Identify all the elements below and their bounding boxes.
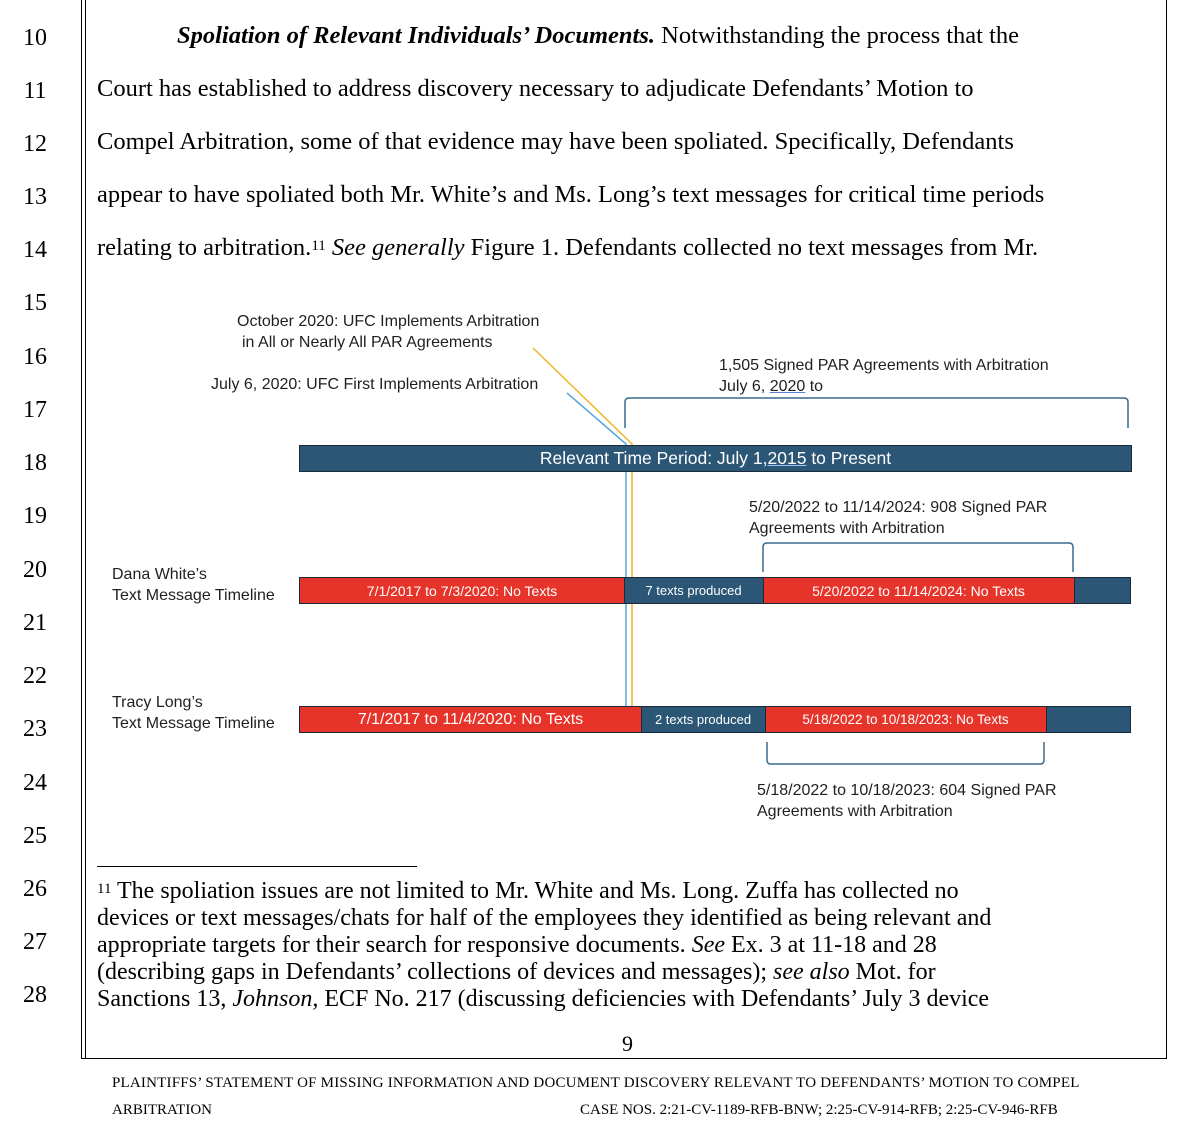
white-no-texts-segment-2: 5/20/2022 to 11/14/2024: No Texts [763,578,1074,603]
section-heading: Spoliation of Relevant Individuals’ Documents. [177,22,656,49]
footer-case-numbers: CASE NOS. 2:21-CV-1189-RFB-BNW; 2:25-CV-914-RFB; 2:25-CV-946-RFB [580,1102,1058,1118]
footnote-text: Sanctions 13, [97,986,233,1012]
segment-divider [641,707,642,732]
july-2020-label: July 6, 2020: UFC First Implements Arbitration [211,376,539,393]
segment-divider [1074,578,1075,603]
left-margin-rule-inner [85,0,86,1058]
white-timeline-label: Dana White’s [112,566,207,583]
long-604-label-2: Agreements with Arbitration [757,803,953,820]
line-number: 11 [23,78,47,104]
long-tail-segment [1046,707,1130,732]
footer-rule [81,1058,1167,1059]
body-text: relating to arbitration. [97,234,312,261]
segment-divider [624,578,625,603]
footnote-text: appropriate targets for their search for responsive documents. [97,932,692,958]
long-timeline-label-2: Text Message Timeline [112,715,275,732]
footnote-line-4 [97,959,936,986]
body-text: Figure 1. Defendants collected no text messages from Mr. [464,234,1039,261]
right-margin-rule [1166,0,1167,1058]
line-number: 23 [23,716,47,742]
white-no-texts-segment-1: 7/1/2017 to 7/3/2020: No Texts [300,578,624,603]
body-text-italic: See generally [325,234,465,261]
footnote-text: Ex. 3 at 11-18 and 28 [725,932,937,958]
line-number: 22 [23,663,47,689]
line-number: 24 [23,770,47,796]
line-number: 18 [23,450,47,476]
bar-label: to Present [806,448,892,468]
long-timeline-bar [299,706,1131,733]
footnote-text-italic: Johnson, [232,986,319,1012]
long-timeline-label: Tracy Long’s [112,694,203,711]
white-timeline-bar [299,577,1131,604]
footnote-line-5 [97,986,989,1013]
october-2020-marker-line [533,348,632,706]
line-number: 19 [23,503,47,529]
line-number: 25 [23,823,47,849]
label-part-underlined: 2020 [769,378,806,395]
signed-1505-label-2 [719,376,823,397]
footer-caption: PLAINTIFFS’ STATEMENT OF MISSING INFORMATION AND DOCUMENT DISCOVERY RELEVANT TO DEFENDANTS’ MOTION TO COMPEL [112,1075,1080,1091]
line-number: 12 [23,131,47,157]
brace-1505-agreements [625,398,1128,428]
body-line-13: appear to have spoliated both Mr. White’s and Ms. Long’s text messages for critical time periods [97,181,1045,208]
line-number: 17 [23,397,47,423]
line-number: 21 [23,610,47,636]
line-number: 15 [23,290,47,316]
footnote-line-3 [97,932,937,959]
body-text: Notwithstanding the process that the [655,22,1020,49]
brace-white-908-agreements [763,543,1073,572]
label-part: July 6, [719,378,770,395]
line-number: 16 [23,344,47,370]
white-texts-produced-segment: 7 texts produced [624,578,763,603]
white-908-label: 5/20/2022 to 11/14/2024: 908 Signed PAR [749,499,1048,516]
footnote-text: ECF No. 217 (discussing deficiencies with Defendants’ July 3 device [318,986,990,1012]
footnote-text-italic: see also [773,959,850,985]
footnote-text: Mot. for [849,959,936,985]
line-number: 10 [23,25,47,51]
footnote-text: The spoliation issues are not limited to Mr. White and Ms. Long. Zuffa has collected no [111,878,959,904]
line-number: 28 [23,982,47,1008]
footnote-line-1 [97,878,959,905]
line-number: 14 [23,237,47,263]
long-604-label: 5/18/2022 to 10/18/2023: 604 Signed PAR [757,782,1057,799]
segment-divider [765,707,766,732]
page-number: 9 [622,1031,633,1056]
footnote-text: (describing gaps in Defendants’ collections of devices and messages); [97,959,774,985]
footnote-reference[interactable]: 11 [311,238,326,254]
line-number: 27 [23,929,47,955]
long-texts-produced-segment: 2 texts produced [641,707,765,732]
label-part: to [805,378,824,395]
bar-label: Relevant Time Period: July 1, [539,448,768,468]
white-timeline-label-2: Text Message Timeline [112,587,275,604]
footnote-number: 11 [97,881,112,897]
footnote-text-italic: See [691,932,725,958]
body-line-14 [97,233,1038,263]
body-line-12: Compel Arbitration, some of that evidence may have been spoliated. Specifically, Defendants [97,128,1014,155]
brace-long-604-agreements [767,742,1044,764]
body-line-10 [177,21,1019,51]
white-tail-segment [1074,578,1130,603]
segment-divider [763,578,764,603]
body-line-11: Court has established to address discovery necessary to adjudicate Defendants’ Motion to [97,75,974,102]
signed-1505-label: 1,505 Signed PAR Agreements with Arbitration [719,357,1049,374]
footer-caption-2: ARBITRATION [112,1102,212,1118]
footnote-separator [97,866,417,867]
line-number: 20 [23,557,47,583]
white-908-label-2: Agreements with Arbitration [749,520,945,537]
october-2020-label-2: in All or Nearly All PAR Agreements [242,334,493,351]
long-no-texts-segment-2: 5/18/2022 to 10/18/2023: No Texts [765,707,1046,732]
relevant-time-period-bar [299,445,1132,472]
line-number: 26 [23,876,47,902]
line-number: 13 [23,184,47,210]
left-margin-rule [81,0,82,1058]
segment-divider [1046,707,1047,732]
july-2020-marker-line [567,393,626,706]
october-2020-label: October 2020: UFC Implements Arbitration [237,313,540,330]
bar-label-underlined: 2015 [767,448,807,468]
footnote-line-2: devices or text messages/chats for half of the employees they identified as being relevant and [97,905,992,931]
long-no-texts-segment-1: 7/1/2017 to 11/4/2020: No Texts [300,707,641,732]
